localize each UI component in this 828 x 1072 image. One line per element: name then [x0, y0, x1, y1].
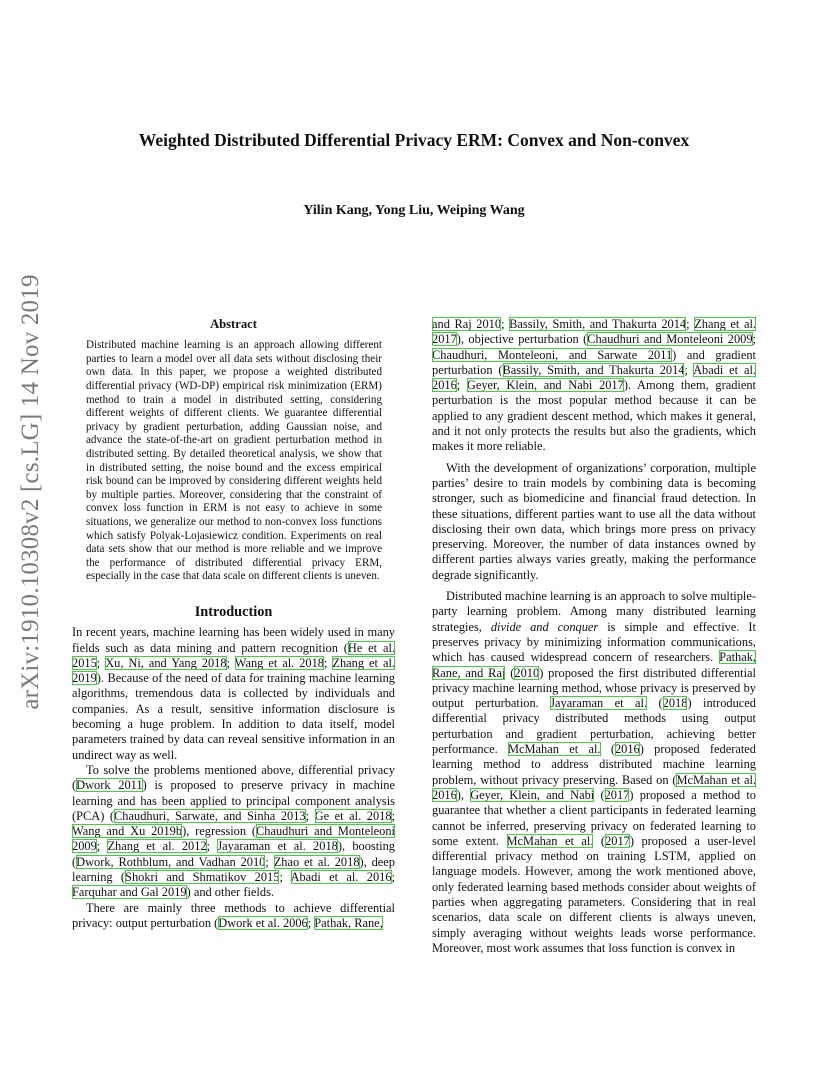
- citation-link[interactable]: Ge et al. 2018: [314, 808, 392, 823]
- citation-link[interactable]: Jayaraman et al.: [550, 696, 648, 711]
- intro-paragraph-2: To solve the problems mentioned above, differential privacy (Dwork 2011) is proposed to preserve privacy in machine learning and has been applied to principal component analysis (PCA) (Chaudhuri, Sarwate, and Sinha 2013; Ge et al. 2018; Wang and Xu 2019b), regression (Chaudhuri and Monteleoni 2009; Zhang et al. 2012; Jayaraman et al. 2018), boosting (Dwork, Rothblum, and Vadhan 2010; Zhao et al. 2018), deep learning (Shokri and Shmatikov 2015; Abadi et al. 2016; Farquhar and Gal 2019) and other fields.: [72, 762, 395, 900]
- citation-link[interactable]: Dwork 2011: [76, 778, 143, 793]
- citation-link[interactable]: Geyer, Klein, and Nabi: [470, 787, 595, 802]
- citation-link[interactable]: Farquhar and Gal 2019: [72, 885, 187, 900]
- intro-paragraph-3: There are mainly three methods to achieve differential privacy: output perturbation (Dwork et al. 2006; Pathak, Rane,: [72, 900, 395, 930]
- citation-link[interactable]: Shokri and Shmatikov 2015: [125, 870, 280, 885]
- citation-link[interactable]: Jayaraman et al. 2018: [217, 839, 338, 854]
- citation-link[interactable]: 2018: [662, 696, 688, 711]
- citation-link[interactable]: McMahan et al.: [506, 833, 594, 848]
- abstract-heading: Abstract: [210, 317, 257, 331]
- right-column: [432, 317, 756, 956]
- right-paragraph-3: Distributed machine learning is an approach to solve multiple-party learning problem. Among many distributed learning strategies, divide and conquer is simple and effective. It preserves privacy by minimizing information communications, which has caused widespread concern of researchers. Pathak, Rane, and Raj (2010) proposed the first distributed differential privacy machine learning method, whose privacy is preserved by output perturbation. Jayaraman et al. (2018) introduced differential privacy distributed methods using output perturbation and gradient perturbation, achieving better performance. McMahan et al. (2016) proposed federated learning method to address distributed machine learning problem, without privacy preserving. Based on (McMahan et al. 2016), Geyer, Klein, and Nabi (2017) proposed a method to guarantee that whether a client participants in federated learning cannot be inferred, preserving privacy on federated learning to some extent. McMahan et al. (2017) proposed a user-level differential privacy method on training LSTM, applied on language models. However, among the work mentioned above, only federated learning based methods consider about weights of parties when aggregating parameters. Considering that in real scenarios, data scale on different clients is always uneven, simply averaging without weights leads worse performance. Moreover, most work assumes that loss function is convex in: [432, 589, 757, 955]
- arxiv-stamp-text: arXiv:1910.10308v2 [cs.LG] 14 Nov 2019: [17, 274, 44, 710]
- citation-link[interactable]: Geyer, Klein, and Nabi 2017: [466, 378, 624, 393]
- citation-link[interactable]: McMahan et al.: [508, 742, 601, 757]
- citation-link[interactable]: Abadi et al. 2016: [290, 870, 392, 885]
- citation-link[interactable]: Zhao et al. 2018: [273, 854, 360, 869]
- introduction-heading: Introduction: [194, 603, 273, 620]
- citation-link[interactable]: Bassily, Smith, and Thakurta 2014: [502, 362, 685, 377]
- citation-link[interactable]: Bassily, Smith, and Thakurta 2014: [509, 317, 687, 331]
- citation-link[interactable]: and Raj 2010: [432, 317, 502, 331]
- right-paragraph-2: With the development of organizations’ corporation, multiple parties’ desire to train models by combining data is becoming stronger, such as biomedicine and financial fraud detection. In these situations, different parties want to use all the data without disclosing their own data, which brings more press on privacy preserving. Moreover, the number of data instances owned by different parties always varies greatly, making the performance degrade significantly.: [432, 460, 756, 582]
- citation-link[interactable]: Chaudhuri, Sarwate, and Sinha 2013: [114, 808, 306, 823]
- citation-link[interactable]: Abadi et al. 2016: [432, 362, 756, 393]
- citation-link[interactable]: Dwork et al. 2006: [218, 915, 308, 930]
- citation-link[interactable]: Wang and Xu 2019b: [72, 824, 183, 839]
- intro-paragraph-1: In recent years, machine learning has been widely used in many fields such as data mining and pattern recognition (He et al. 2015; Xu, Ni, and Yang 2018; Wang et al. 2018; Zhang et al. 2019). Because of the need of data for training machine learning algorithms, tremendous data is collected by individuals and companies. As a result, sensitive information disclosure is becoming a huge problem. In addition to data itself, model parameters trained by data can reveal sensitive information in an undirect way as well.: [72, 625, 396, 762]
- citation-link[interactable]: Wang et al. 2018: [234, 655, 325, 670]
- arxiv-stamp: [14, 274, 48, 710]
- emphasis-text: divide and conquer: [490, 619, 599, 634]
- citation-link[interactable]: Pathak, Rane, and Raj: [432, 650, 756, 680]
- citation-link[interactable]: McMahan et al. 2016: [432, 772, 756, 802]
- left-column: [72, 317, 395, 931]
- citation-link[interactable]: 2017: [604, 787, 630, 802]
- abstract-body: Distributed machine learning is an approach allowing different parties to learn a model over all data sets without disclosing their own data. In this paper, we propose a weighted distributed differential privacy (WD-DP) empirical risk minimization (ERM) method to train a model in distributed setting, considering different weights of different clients. We guarantee differential privacy by gradient perturbation, adding Gaussian noise, and advance the state-of-the-art on gradient perturbation method in distributed setting. By detailed theoretical analysis, we show that in distributed setting, the noise bound and the excess empirical risk bound can be improved by considering different weights held by multiple parties. Moreover, considering that the constraint of convex loss function in ERM is not easy to achieve in some situations, we generalize our method to non-convex loss functions which satisfy Polyak-Lojasiewicz condition. Experiments on real data sets show that our method is more reliable and we improve the performance of distributed differential privacy ERM, especially in the case that data scale on different clients is uneven.: [86, 339, 382, 583]
- citation-link[interactable]: 2017: [605, 833, 630, 848]
- citation-link[interactable]: Dwork, Rothblum, and Vadhan 2010: [76, 854, 266, 869]
- paper-title: Weighted Distributed Differential Privacy ERM: Convex and Non-convex: [138, 130, 690, 150]
- citation-link[interactable]: 2016: [614, 742, 640, 757]
- citation-link[interactable]: Xu, Ni, and Yang 2018: [105, 655, 227, 670]
- citation-link[interactable]: Zhang et al. 2012: [107, 839, 207, 854]
- paper-authors: Yilin Kang, Yong Liu, Weiping Wang: [303, 203, 525, 218]
- citation-link[interactable]: Chaudhuri, Monteleoni, and Sarwate 2011: [432, 347, 673, 362]
- citation-link[interactable]: 2010: [514, 665, 540, 680]
- citation-link[interactable]: Zhang et al. 2019: [72, 655, 395, 686]
- citation-link[interactable]: Zhang et al. 2017: [432, 317, 757, 347]
- citation-link[interactable]: He et al. 2015: [72, 640, 396, 670]
- citation-link[interactable]: Chaudhuri and Monteleoni 2009: [587, 332, 753, 347]
- right-paragraph-1: and Raj 2010; Bassily, Smith, and Thakurta 2014; Zhang et al. 2017), objective perturbation (Chaudhuri and Monteleoni 2009; Chaudhuri, Monteleoni, and Sarwate 2011) and gradient perturbation (Bassily, Smith, and Thakurta 2014; Abadi et al. 2016; Geyer, Klein, and Nabi 2017). Among them, gradient perturbation is the most popular method because it can be applied to any gradient descent method, which makes it general, and it not only protects the results but also the gradients, which makes it more reliable.: [432, 317, 757, 454]
- citation-link[interactable]: Chaudhuri and Monteleoni 2009: [72, 824, 395, 854]
- citation-link[interactable]: Pathak, Rane,: [314, 915, 383, 930]
